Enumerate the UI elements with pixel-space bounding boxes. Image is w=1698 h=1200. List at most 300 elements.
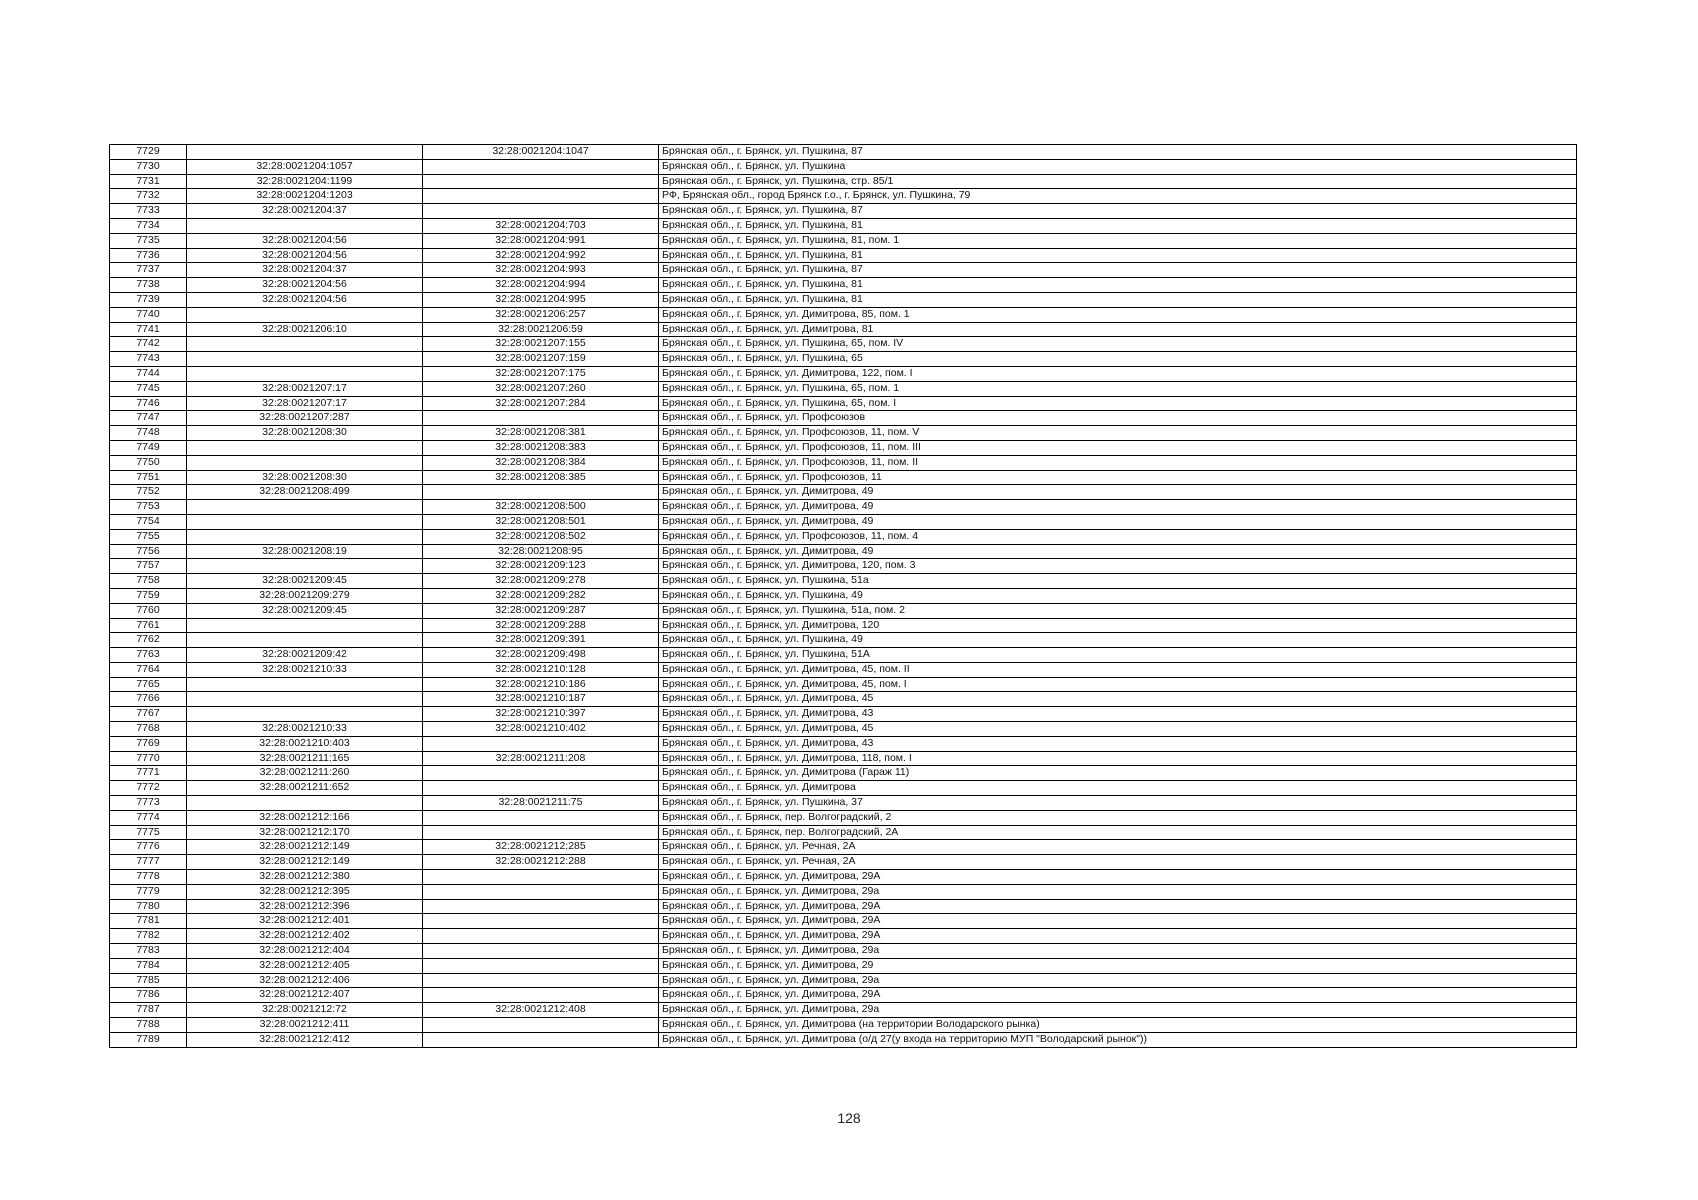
land-cadastral-number-cell: 32:28:0021212:407 xyxy=(187,988,423,1003)
building-cadastral-number-cell: 32:28:0021204:991 xyxy=(423,233,659,248)
row-index-cell: 7783 xyxy=(110,944,187,959)
land-cadastral-number-cell: 32:28:0021208:499 xyxy=(187,485,423,500)
land-cadastral-number-cell xyxy=(187,633,423,648)
building-cadastral-number-cell: 32:28:0021210:128 xyxy=(423,662,659,677)
building-cadastral-number-cell: 32:28:0021209:282 xyxy=(423,588,659,603)
building-cadastral-number-cell: 32:28:0021208:500 xyxy=(423,500,659,515)
building-cadastral-number-cell: 32:28:0021208:385 xyxy=(423,470,659,485)
land-cadastral-number-cell: 32:28:0021208:30 xyxy=(187,470,423,485)
row-index-cell: 7752 xyxy=(110,485,187,500)
address-cell: Брянская обл., г. Брянск, ул. Димитрова, 29А xyxy=(659,870,1577,885)
building-cadastral-number-cell xyxy=(423,914,659,929)
land-cadastral-number-cell: 32:28:0021210:403 xyxy=(187,736,423,751)
table-row xyxy=(110,840,1577,855)
address-cell: Брянская обл., г. Брянск, ул. Пушкина, 65, пом. I xyxy=(659,396,1577,411)
table-row xyxy=(110,307,1577,322)
address-cell: Брянская обл., г. Брянск, ул. Димитрова, 120 xyxy=(659,618,1577,633)
land-cadastral-number-cell xyxy=(187,337,423,352)
address-cell: Брянская обл., г. Брянск, ул. Пушкина, 81, пом. 1 xyxy=(659,233,1577,248)
building-cadastral-number-cell xyxy=(423,884,659,899)
row-index-cell: 7757 xyxy=(110,559,187,574)
address-cell: Брянская обл., г. Брянск, ул. Димитрова (на территории Володарского рынка) xyxy=(659,1018,1577,1033)
land-cadastral-number-cell: 32:28:0021212:401 xyxy=(187,914,423,929)
address-cell: Брянская обл., г. Брянск, ул. Димитрова, 118, пом. I xyxy=(659,751,1577,766)
table-row xyxy=(110,677,1577,692)
building-cadastral-number-cell xyxy=(423,159,659,174)
table-row xyxy=(110,588,1577,603)
row-index-cell: 7787 xyxy=(110,1003,187,1018)
land-cadastral-number-cell xyxy=(187,218,423,233)
building-cadastral-number-cell: 32:28:0021204:993 xyxy=(423,263,659,278)
row-index-cell: 7780 xyxy=(110,899,187,914)
land-cadastral-number-cell xyxy=(187,796,423,811)
address-cell: Брянская обл., г. Брянск, ул. Димитрова, 45 xyxy=(659,692,1577,707)
table-row xyxy=(110,278,1577,293)
table-row xyxy=(110,870,1577,885)
address-cell: Брянская обл., г. Брянск, ул. Пушкина, 65, пом. IV xyxy=(659,337,1577,352)
land-cadastral-number-cell: 32:28:0021212:396 xyxy=(187,899,423,914)
land-cadastral-number-cell: 32:28:0021209:279 xyxy=(187,588,423,603)
address-cell: Брянская обл., г. Брянск, ул. Димитрова, 29А xyxy=(659,914,1577,929)
land-cadastral-number-cell: 32:28:0021211:260 xyxy=(187,766,423,781)
address-cell: Брянская обл., г. Брянск, ул. Пушкина, 87 xyxy=(659,145,1577,160)
land-cadastral-number-cell: 32:28:0021209:45 xyxy=(187,574,423,589)
row-index-cell: 7737 xyxy=(110,263,187,278)
land-cadastral-number-cell: 32:28:0021212:380 xyxy=(187,870,423,885)
address-cell: РФ, Брянская обл., город Брянск г.о., г. Брянск, ул. Пушкина, 79 xyxy=(659,189,1577,204)
table-row xyxy=(110,352,1577,367)
row-index-cell: 7747 xyxy=(110,411,187,426)
address-cell: Брянская обл., г. Брянск, ул. Профсоюзов xyxy=(659,411,1577,426)
address-cell: Брянская обл., г. Брянск, ул. Пушкина, 81 xyxy=(659,292,1577,307)
address-cell: Брянская обл., г. Брянск, ул. Речная, 2А xyxy=(659,855,1577,870)
table-row xyxy=(110,455,1577,470)
address-cell: Брянская обл., г. Брянск, ул. Пушкина, 51а xyxy=(659,574,1577,589)
building-cadastral-number-cell xyxy=(423,870,659,885)
land-cadastral-number-cell: 32:28:0021212:405 xyxy=(187,958,423,973)
land-cadastral-number-cell xyxy=(187,514,423,529)
table-row xyxy=(110,366,1577,381)
land-cadastral-number-cell: 32:28:0021212:149 xyxy=(187,840,423,855)
address-cell: Брянская обл., г. Брянск, ул. Димитрова, 29А xyxy=(659,988,1577,1003)
building-cadastral-number-cell xyxy=(423,174,659,189)
land-cadastral-number-cell: 32:28:0021204:37 xyxy=(187,204,423,219)
land-cadastral-number-cell: 32:28:0021211:652 xyxy=(187,781,423,796)
address-cell: Брянская обл., г. Брянск, ул. Димитрова, 120, пом. 3 xyxy=(659,559,1577,574)
table-row xyxy=(110,781,1577,796)
table-row xyxy=(110,648,1577,663)
land-cadastral-number-cell: 32:28:0021212:72 xyxy=(187,1003,423,1018)
land-cadastral-number-cell: 32:28:0021207:287 xyxy=(187,411,423,426)
row-index-cell: 7775 xyxy=(110,825,187,840)
land-cadastral-number-cell: 32:28:0021208:30 xyxy=(187,426,423,441)
table-row xyxy=(110,796,1577,811)
building-cadastral-number-cell: 32:28:0021204:992 xyxy=(423,248,659,263)
row-index-cell: 7767 xyxy=(110,707,187,722)
building-cadastral-number-cell xyxy=(423,899,659,914)
row-index-cell: 7758 xyxy=(110,574,187,589)
address-cell: Брянская обл., г. Брянск, ул. Пушкина, 65 xyxy=(659,352,1577,367)
row-index-cell: 7732 xyxy=(110,189,187,204)
row-index-cell: 7774 xyxy=(110,810,187,825)
building-cadastral-number-cell xyxy=(423,988,659,1003)
building-cadastral-number-cell xyxy=(423,1032,659,1047)
row-index-cell: 7740 xyxy=(110,307,187,322)
land-cadastral-number-cell: 32:28:0021204:1203 xyxy=(187,189,423,204)
land-cadastral-number-cell: 32:28:0021212:402 xyxy=(187,929,423,944)
building-cadastral-number-cell xyxy=(423,958,659,973)
row-index-cell: 7734 xyxy=(110,218,187,233)
building-cadastral-number-cell xyxy=(423,485,659,500)
row-index-cell: 7756 xyxy=(110,544,187,559)
address-cell: Брянская обл., г. Брянск, ул. Димитрова, 29А xyxy=(659,899,1577,914)
row-index-cell: 7772 xyxy=(110,781,187,796)
table-row xyxy=(110,766,1577,781)
address-cell: Брянская обл., г. Брянск, ул. Димитрова (о/д 27(у входа на территорию МУП "Володарский рынок")) xyxy=(659,1032,1577,1047)
land-cadastral-number-cell: 32:28:0021204:56 xyxy=(187,248,423,263)
registry-table-body xyxy=(110,145,1577,1048)
row-index-cell: 7771 xyxy=(110,766,187,781)
address-cell: Брянская обл., г. Брянск, ул. Пушкина, 81 xyxy=(659,218,1577,233)
page-number: 128 xyxy=(837,1110,861,1126)
land-cadastral-number-cell xyxy=(187,692,423,707)
building-cadastral-number-cell: 32:28:0021211:208 xyxy=(423,751,659,766)
table-row xyxy=(110,958,1577,973)
address-cell: Брянская обл., г. Брянск, ул. Профсоюзов, 11, пом. 4 xyxy=(659,529,1577,544)
table-row xyxy=(110,500,1577,515)
address-cell: Брянская обл., г. Брянск, ул. Пушкина, 65, пом. 1 xyxy=(659,381,1577,396)
row-index-cell: 7778 xyxy=(110,870,187,885)
row-index-cell: 7786 xyxy=(110,988,187,1003)
address-cell: Брянская обл., г. Брянск, ул. Пушкина, 81 xyxy=(659,278,1577,293)
address-cell: Брянская обл., г. Брянск, ул. Пушкина, 87 xyxy=(659,204,1577,219)
building-cadastral-number-cell: 32:28:0021208:384 xyxy=(423,455,659,470)
building-cadastral-number-cell: 32:28:0021211:75 xyxy=(423,796,659,811)
land-cadastral-number-cell: 32:28:0021206:10 xyxy=(187,322,423,337)
row-index-cell: 7776 xyxy=(110,840,187,855)
row-index-cell: 7763 xyxy=(110,648,187,663)
table-row xyxy=(110,618,1577,633)
address-cell: Брянская обл., г. Брянск, ул. Димитрова, 29а xyxy=(659,884,1577,899)
building-cadastral-number-cell xyxy=(423,1018,659,1033)
address-cell: Брянская обл., г. Брянск, ул. Димитрова (Гараж 11) xyxy=(659,766,1577,781)
building-cadastral-number-cell: 32:28:0021207:155 xyxy=(423,337,659,352)
table-row xyxy=(110,189,1577,204)
table-row xyxy=(110,426,1577,441)
table-row xyxy=(110,1018,1577,1033)
building-cadastral-number-cell: 32:28:0021204:703 xyxy=(423,218,659,233)
table-row xyxy=(110,899,1577,914)
table-row xyxy=(110,204,1577,219)
table-row xyxy=(110,544,1577,559)
building-cadastral-number-cell: 32:28:0021206:59 xyxy=(423,322,659,337)
land-cadastral-number-cell: 32:28:0021212:149 xyxy=(187,855,423,870)
address-cell: Брянская обл., г. Брянск, ул. Пушкина, 87 xyxy=(659,263,1577,278)
table-row xyxy=(110,218,1577,233)
building-cadastral-number-cell xyxy=(423,929,659,944)
table-row xyxy=(110,514,1577,529)
row-index-cell: 7785 xyxy=(110,973,187,988)
row-index-cell: 7760 xyxy=(110,603,187,618)
address-cell: Брянская обл., г. Брянск, ул. Профсоюзов, 11, пом. III xyxy=(659,440,1577,455)
row-index-cell: 7748 xyxy=(110,426,187,441)
table-row xyxy=(110,292,1577,307)
land-cadastral-number-cell: 32:28:0021212:404 xyxy=(187,944,423,959)
building-cadastral-number-cell xyxy=(423,810,659,825)
table-row xyxy=(110,751,1577,766)
building-cadastral-number-cell: 32:28:0021207:175 xyxy=(423,366,659,381)
building-cadastral-number-cell: 32:28:0021209:391 xyxy=(423,633,659,648)
building-cadastral-number-cell: 32:28:0021208:501 xyxy=(423,514,659,529)
row-index-cell: 7750 xyxy=(110,455,187,470)
row-index-cell: 7739 xyxy=(110,292,187,307)
table-row xyxy=(110,810,1577,825)
address-cell: Брянская обл., г. Брянск, ул. Профсоюзов, 11 xyxy=(659,470,1577,485)
building-cadastral-number-cell xyxy=(423,825,659,840)
address-cell: Брянская обл., г. Брянск, ул. Пушкина, 49 xyxy=(659,588,1577,603)
table-row xyxy=(110,1003,1577,1018)
building-cadastral-number-cell: 32:28:0021209:288 xyxy=(423,618,659,633)
building-cadastral-number-cell xyxy=(423,973,659,988)
table-row xyxy=(110,633,1577,648)
row-index-cell: 7738 xyxy=(110,278,187,293)
row-index-cell: 7770 xyxy=(110,751,187,766)
building-cadastral-number-cell xyxy=(423,736,659,751)
land-cadastral-number-cell: 32:28:0021204:37 xyxy=(187,263,423,278)
land-cadastral-number-cell xyxy=(187,440,423,455)
row-index-cell: 7744 xyxy=(110,366,187,381)
address-cell: Брянская обл., г. Брянск, ул. Пушкина, стр. 85/1 xyxy=(659,174,1577,189)
row-index-cell: 7789 xyxy=(110,1032,187,1047)
building-cadastral-number-cell: 32:28:0021207:260 xyxy=(423,381,659,396)
address-cell: Брянская обл., г. Брянск, ул. Димитрова, 81 xyxy=(659,322,1577,337)
land-cadastral-number-cell: 32:28:0021208:19 xyxy=(187,544,423,559)
building-cadastral-number-cell: 32:28:0021212:408 xyxy=(423,1003,659,1018)
address-cell: Брянская обл., г. Брянск, ул. Димитрова, 29а xyxy=(659,973,1577,988)
address-cell: Брянская обл., г. Брянск, ул. Димитрова, 43 xyxy=(659,707,1577,722)
table-row xyxy=(110,174,1577,189)
land-cadastral-number-cell: 32:28:0021210:33 xyxy=(187,722,423,737)
building-cadastral-number-cell xyxy=(423,781,659,796)
address-cell: Брянская обл., г. Брянск, ул. Димитрова, 49 xyxy=(659,514,1577,529)
land-cadastral-number-cell xyxy=(187,455,423,470)
table-row xyxy=(110,603,1577,618)
row-index-cell: 7754 xyxy=(110,514,187,529)
address-cell: Брянская обл., г. Брянск, ул. Пушкина, 49 xyxy=(659,633,1577,648)
building-cadastral-number-cell xyxy=(423,189,659,204)
address-cell: Брянская обл., г. Брянск, ул. Димитрова, 49 xyxy=(659,500,1577,515)
table-row xyxy=(110,855,1577,870)
land-cadastral-number-cell: 32:28:0021210:33 xyxy=(187,662,423,677)
address-cell: Брянская обл., г. Брянск, ул. Димитрова, 29А xyxy=(659,929,1577,944)
table-row xyxy=(110,411,1577,426)
table-row xyxy=(110,381,1577,396)
address-cell: Брянская обл., г. Брянск, ул. Пушкина, 51А xyxy=(659,648,1577,663)
table-row xyxy=(110,988,1577,1003)
land-cadastral-number-cell xyxy=(187,500,423,515)
row-index-cell: 7768 xyxy=(110,722,187,737)
address-cell: Брянская обл., г. Брянск, ул. Димитрова, 29а xyxy=(659,944,1577,959)
table-row xyxy=(110,825,1577,840)
table-row xyxy=(110,263,1577,278)
address-cell: Брянская обл., г. Брянск, пер. Волгоградский, 2А xyxy=(659,825,1577,840)
table-row xyxy=(110,574,1577,589)
registry-table xyxy=(109,144,1577,1048)
row-index-cell: 7730 xyxy=(110,159,187,174)
row-index-cell: 7733 xyxy=(110,204,187,219)
row-index-cell: 7743 xyxy=(110,352,187,367)
land-cadastral-number-cell: 32:28:0021211:165 xyxy=(187,751,423,766)
land-cadastral-number-cell xyxy=(187,145,423,160)
land-cadastral-number-cell: 32:28:0021212:170 xyxy=(187,825,423,840)
table-row xyxy=(110,248,1577,263)
row-index-cell: 7742 xyxy=(110,337,187,352)
building-cadastral-number-cell xyxy=(423,204,659,219)
table-row xyxy=(110,707,1577,722)
building-cadastral-number-cell: 32:28:0021209:278 xyxy=(423,574,659,589)
table-row xyxy=(110,322,1577,337)
address-cell: Брянская обл., г. Брянск, ул. Димитрова, 45, пом. I xyxy=(659,677,1577,692)
land-cadastral-number-cell: 32:28:0021204:56 xyxy=(187,233,423,248)
building-cadastral-number-cell: 32:28:0021204:994 xyxy=(423,278,659,293)
table-row xyxy=(110,692,1577,707)
row-index-cell: 7779 xyxy=(110,884,187,899)
building-cadastral-number-cell: 32:28:0021208:383 xyxy=(423,440,659,455)
row-index-cell: 7731 xyxy=(110,174,187,189)
table-row xyxy=(110,396,1577,411)
table-row xyxy=(110,736,1577,751)
land-cadastral-number-cell: 32:28:0021212:406 xyxy=(187,973,423,988)
building-cadastral-number-cell: 32:28:0021209:287 xyxy=(423,603,659,618)
address-cell: Брянская обл., г. Брянск, ул. Димитрова, 45, пом. II xyxy=(659,662,1577,677)
land-cadastral-number-cell xyxy=(187,677,423,692)
building-cadastral-number-cell: 32:28:0021207:284 xyxy=(423,396,659,411)
building-cadastral-number-cell: 32:28:0021209:498 xyxy=(423,648,659,663)
land-cadastral-number-cell xyxy=(187,618,423,633)
land-cadastral-number-cell: 32:28:0021204:1057 xyxy=(187,159,423,174)
address-cell: Брянская обл., г. Брянск, ул. Пушкина, 51а, пом. 2 xyxy=(659,603,1577,618)
table-row xyxy=(110,973,1577,988)
building-cadastral-number-cell: 32:28:0021212:288 xyxy=(423,855,659,870)
address-cell: Брянская обл., г. Брянск, ул. Димитрова, 45 xyxy=(659,722,1577,737)
table-row xyxy=(110,559,1577,574)
row-index-cell: 7761 xyxy=(110,618,187,633)
row-index-cell: 7753 xyxy=(110,500,187,515)
table-row xyxy=(110,529,1577,544)
land-cadastral-number-cell xyxy=(187,707,423,722)
table-row xyxy=(110,159,1577,174)
row-index-cell: 7741 xyxy=(110,322,187,337)
row-index-cell: 7735 xyxy=(110,233,187,248)
row-index-cell: 7782 xyxy=(110,929,187,944)
land-cadastral-number-cell: 32:28:0021204:56 xyxy=(187,292,423,307)
address-cell: Брянская обл., г. Брянск, ул. Димитрова, 29а xyxy=(659,1003,1577,1018)
address-cell: Брянская обл., г. Брянск, ул. Димитрова, 43 xyxy=(659,736,1577,751)
address-cell: Брянская обл., г. Брянск, ул. Профсоюзов, 11, пом. V xyxy=(659,426,1577,441)
address-cell: Брянская обл., г. Брянск, ул. Димитрова, 122, пом. I xyxy=(659,366,1577,381)
land-cadastral-number-cell: 32:28:0021212:412 xyxy=(187,1032,423,1047)
land-cadastral-number-cell: 32:28:0021204:56 xyxy=(187,278,423,293)
row-index-cell: 7746 xyxy=(110,396,187,411)
table-row xyxy=(110,884,1577,899)
land-cadastral-number-cell: 32:28:0021207:17 xyxy=(187,396,423,411)
row-index-cell: 7788 xyxy=(110,1018,187,1033)
table-row xyxy=(110,337,1577,352)
row-index-cell: 7749 xyxy=(110,440,187,455)
building-cadastral-number-cell: 32:28:0021206:257 xyxy=(423,307,659,322)
address-cell: Брянская обл., г. Брянск, ул. Речная, 2А xyxy=(659,840,1577,855)
land-cadastral-number-cell xyxy=(187,529,423,544)
table-row xyxy=(110,440,1577,455)
building-cadastral-number-cell: 32:28:0021210:402 xyxy=(423,722,659,737)
table-row xyxy=(110,722,1577,737)
table-row xyxy=(110,485,1577,500)
table-row xyxy=(110,145,1577,160)
land-cadastral-number-cell: 32:28:0021212:395 xyxy=(187,884,423,899)
building-cadastral-number-cell: 32:28:0021204:1047 xyxy=(423,145,659,160)
building-cadastral-number-cell: 32:28:0021207:159 xyxy=(423,352,659,367)
row-index-cell: 7773 xyxy=(110,796,187,811)
table-row xyxy=(110,914,1577,929)
land-cadastral-number-cell xyxy=(187,307,423,322)
building-cadastral-number-cell: 32:28:0021208:381 xyxy=(423,426,659,441)
address-cell: Брянская обл., г. Брянск, ул. Пушкина, 81 xyxy=(659,248,1577,263)
row-index-cell: 7777 xyxy=(110,855,187,870)
building-cadastral-number-cell: 32:28:0021208:95 xyxy=(423,544,659,559)
building-cadastral-number-cell: 32:28:0021208:502 xyxy=(423,529,659,544)
building-cadastral-number-cell: 32:28:0021210:186 xyxy=(423,677,659,692)
address-cell: Брянская обл., г. Брянск, ул. Димитрова, 29 xyxy=(659,958,1577,973)
address-cell: Брянская обл., г. Брянск, ул. Профсоюзов, 11, пом. II xyxy=(659,455,1577,470)
address-cell: Брянская обл., г. Брянск, ул. Димитрова xyxy=(659,781,1577,796)
table-row xyxy=(110,929,1577,944)
row-index-cell: 7781 xyxy=(110,914,187,929)
building-cadastral-number-cell xyxy=(423,766,659,781)
land-cadastral-number-cell: 32:28:0021207:17 xyxy=(187,381,423,396)
building-cadastral-number-cell: 32:28:0021212:285 xyxy=(423,840,659,855)
row-index-cell: 7729 xyxy=(110,145,187,160)
address-cell: Брянская обл., г. Брянск, ул. Пушкина, 37 xyxy=(659,796,1577,811)
row-index-cell: 7762 xyxy=(110,633,187,648)
land-cadastral-number-cell xyxy=(187,559,423,574)
building-cadastral-number-cell: 32:28:0021204:995 xyxy=(423,292,659,307)
land-cadastral-number-cell: 32:28:0021212:166 xyxy=(187,810,423,825)
row-index-cell: 7769 xyxy=(110,736,187,751)
table-row xyxy=(110,944,1577,959)
row-index-cell: 7766 xyxy=(110,692,187,707)
land-cadastral-number-cell xyxy=(187,366,423,381)
land-cadastral-number-cell: 32:28:0021204:1199 xyxy=(187,174,423,189)
land-cadastral-number-cell xyxy=(187,352,423,367)
row-index-cell: 7736 xyxy=(110,248,187,263)
table-row xyxy=(110,1032,1577,1047)
building-cadastral-number-cell: 32:28:0021209:123 xyxy=(423,559,659,574)
land-cadastral-number-cell: 32:28:0021209:45 xyxy=(187,603,423,618)
table-row xyxy=(110,662,1577,677)
address-cell: Брянская обл., г. Брянск, ул. Димитрова, 49 xyxy=(659,485,1577,500)
row-index-cell: 7751 xyxy=(110,470,187,485)
address-cell: Брянская обл., г. Брянск, ул. Пушкина xyxy=(659,159,1577,174)
building-cadastral-number-cell: 32:28:0021210:187 xyxy=(423,692,659,707)
address-cell: Брянская обл., г. Брянск, ул. Димитрова, 49 xyxy=(659,544,1577,559)
table-row xyxy=(110,470,1577,485)
row-index-cell: 7765 xyxy=(110,677,187,692)
address-cell: Брянская обл., г. Брянск, пер. Волгоградский, 2 xyxy=(659,810,1577,825)
row-index-cell: 7784 xyxy=(110,958,187,973)
address-cell: Брянская обл., г. Брянск, ул. Димитрова, 85, пом. 1 xyxy=(659,307,1577,322)
building-cadastral-number-cell xyxy=(423,411,659,426)
row-index-cell: 7745 xyxy=(110,381,187,396)
